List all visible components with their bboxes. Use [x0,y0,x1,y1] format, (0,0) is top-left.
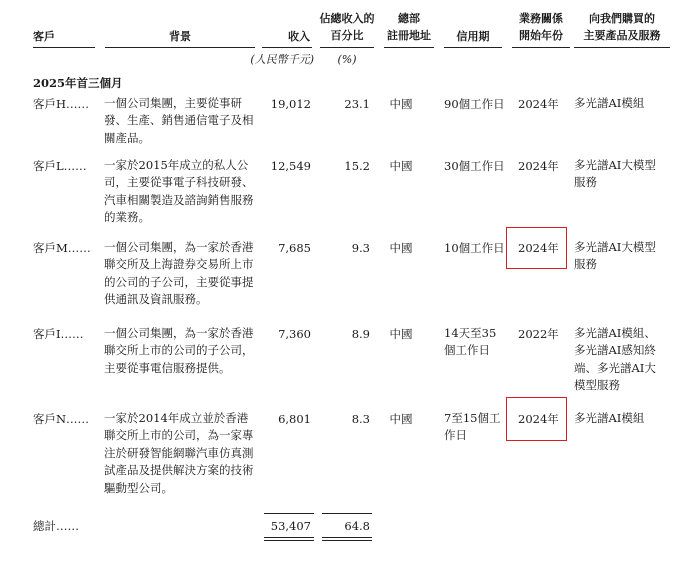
rule-credit [444,47,502,48]
pct-value: 8.9 [351,327,370,341]
credit-value: 7至15個工作日 [444,411,501,443]
header-pct-line2: 百分比 [330,29,364,42]
customer-background: 一個公司集團，主要從事研發、生產、銷售通信電子及相關產品。 [104,96,254,145]
start-year: 2024年 [518,241,559,255]
header-background: 背景 [169,30,191,43]
start-year: 2024年 [518,159,559,173]
unit-pct: (%) [337,53,357,66]
revenue-value: 6,801 [278,412,311,426]
revenue-value: 7,685 [278,241,311,255]
revenue-value: 7,360 [278,327,311,341]
hq-value: 中國 [389,159,413,173]
pct-value: 8.3 [351,412,370,426]
rule-pct [320,47,374,48]
header-products-line2: 主要產品及服務 [583,29,661,42]
header-hq-line2: 註冊地址 [387,29,431,42]
customer-background: 一家於2015年成立的私人公司，主要從事電子科技研發、汽車相關製造及諮詢銷售服務的業務。 [104,158,254,225]
credit-value: 30個工作日 [444,159,505,173]
customer-name: 客戶I…… [33,327,84,341]
customer-background: 一家於2014年成立並於香港聯交所上市的公司，為一家專注於研發智能網聯汽車仿真測試產品及提供解決方案的技術驅動型公司。 [104,411,254,495]
rule-revenue [262,47,312,48]
products-value: 多光譜AI大模型服務 [574,240,656,272]
rule-customer [33,47,95,48]
highlight-box [506,227,567,269]
start-year: 2022年 [518,327,559,341]
header-revenue: 收入 [288,30,310,43]
total-revenue: 53,407 [270,519,311,533]
rule-hq [384,47,434,48]
total-top-rule-revenue [264,513,314,514]
customer-background: 一個公司集團，為一家於香港聯交所及上海證券交易所上市的公司的子公司，主要從事提供通訊及資訊服務。 [104,240,254,307]
start-year: 2024年 [518,412,559,426]
products-value: 多光譜AI模組、多光譜AI感知終端、多光譜AI大模型服務 [574,326,656,393]
rule-products [574,47,670,48]
customer-name: 客戶N…… [33,412,90,426]
header-products-line1: 向我們購買的 [589,12,655,25]
revenue-value: 19,012 [270,97,311,111]
header-pct-line1: 佔總收入的 [319,12,375,25]
customer-name: 客戶H…… [33,97,90,111]
header-pct [318,10,376,44]
customer-name: 客戶L…… [33,159,87,173]
header-customer: 客戶 [33,30,55,43]
credit-value: 90個工作日 [444,97,505,111]
pct-value: 23.1 [344,97,370,111]
credit-value: 10個工作日 [444,241,505,255]
credit-value: 14天至35個工作日 [444,326,497,358]
customer-name: 客戶M…… [33,241,91,255]
header-start-line1: 業務關係 [519,12,563,25]
products-value: 多光譜AI大模型服務 [574,158,656,190]
pct-value: 15.2 [344,159,370,173]
pct-value: 9.3 [351,241,370,255]
hq-value: 中國 [389,412,413,426]
total-double-rule-revenue [264,537,314,541]
section-title: 2025年首三個月 [33,76,123,90]
header-credit: 信用期 [456,30,490,43]
total-top-rule-pct [322,513,372,514]
products-value: 多光譜AI模組 [574,411,645,425]
hq-value: 中國 [389,327,413,341]
header-start [508,10,574,44]
customer-background: 一個公司集團，為一家於香港聯交所上市的公司的子公司，主要從事電信服務提供。 [104,326,254,375]
rule-background [105,47,255,48]
header-hq-line1: 總部 [398,12,420,25]
header-start-line2: 開始年份 [519,29,563,42]
start-year: 2024年 [518,97,559,111]
total-double-rule-pct [322,537,372,541]
hq-value: 中國 [389,241,413,255]
products-value: 多光譜AI模組 [574,96,645,110]
highlight-box [506,397,567,441]
revenue-value: 12,549 [270,159,311,173]
total-pct: 64.8 [344,519,370,533]
unit-revenue: (人民幣千元) [250,53,314,66]
rule-start [512,47,570,48]
total-label: 總計…… [33,519,79,533]
hq-value: 中國 [389,97,413,111]
header-products [572,10,672,44]
header-hq [382,10,436,44]
